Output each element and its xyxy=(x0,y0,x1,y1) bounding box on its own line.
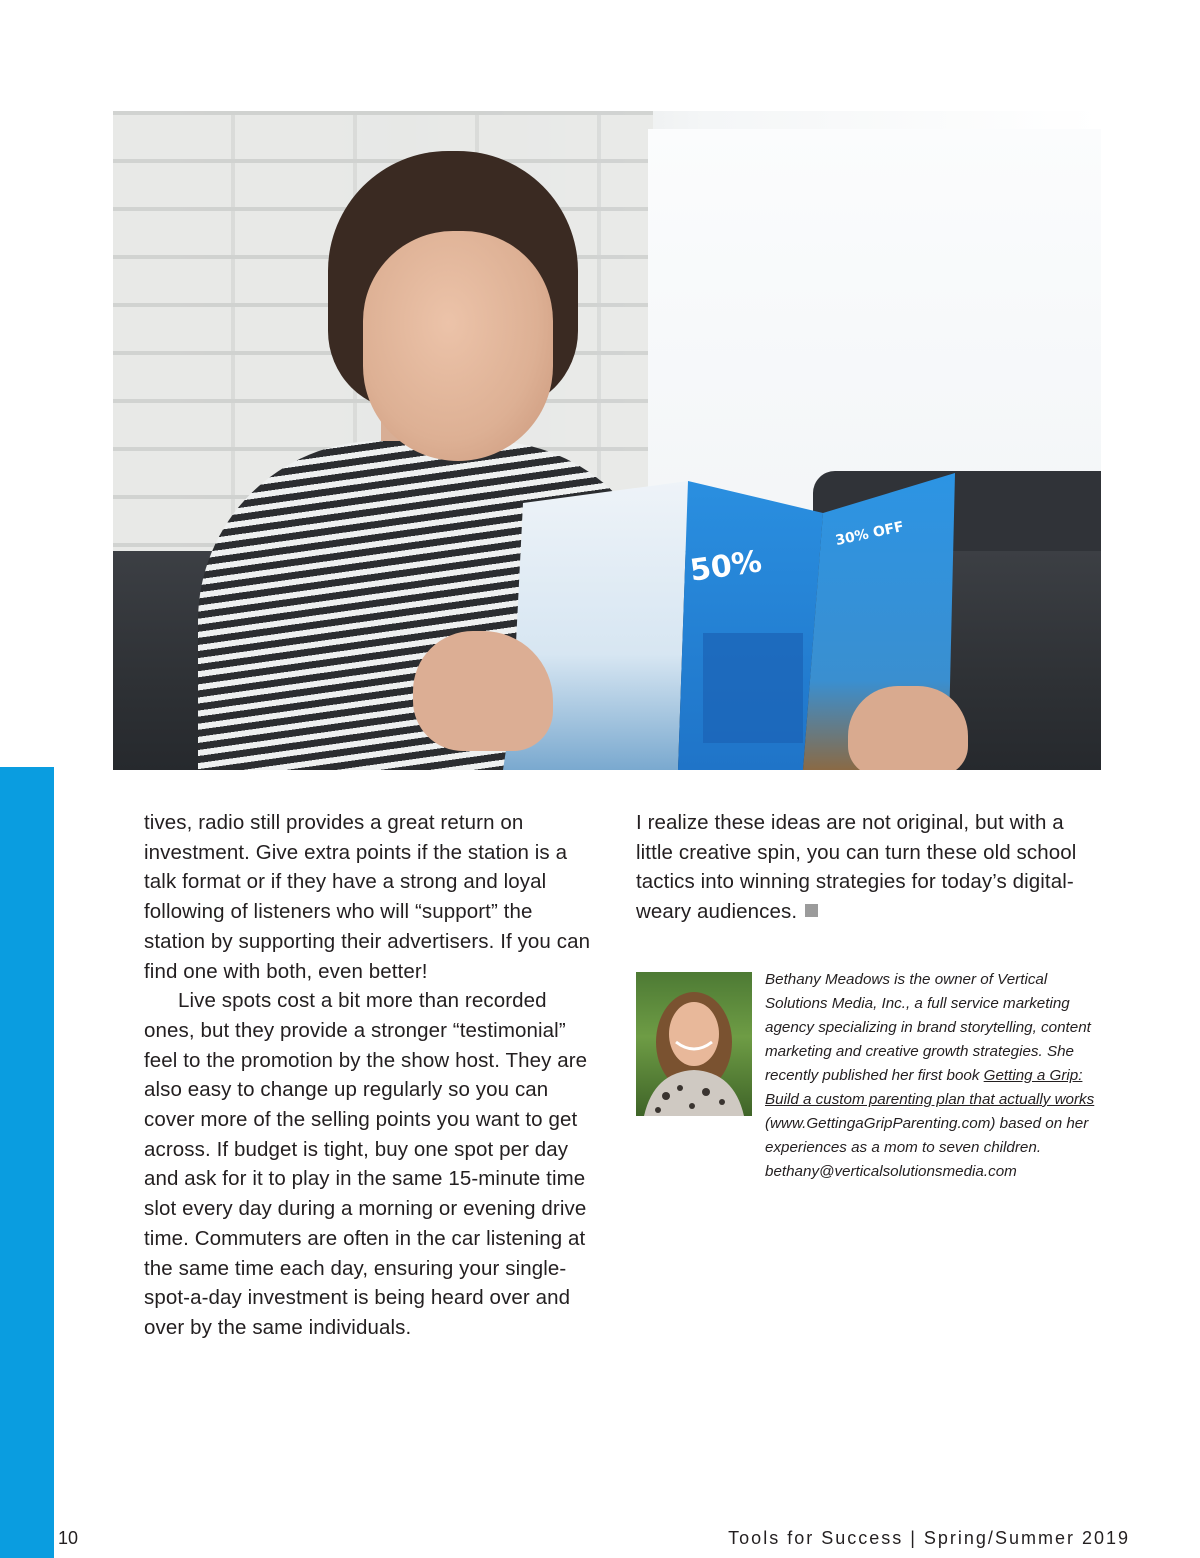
bio-intro: Bethany Meadows is the owner of Vertical Solutions Media, Inc., a full service marketing agency specializing in brand storytelling, content marketing and creative growth strategies. She recently published her first book xyxy=(765,971,1091,1084)
brochure-percent-label: 50% xyxy=(687,544,764,589)
article-closing-paragraph xyxy=(636,808,1096,927)
article-paragraph: Live spots cost a bit more than recorded ones, but they provide a stronger “testimonial” feel to the promotion by the show host. They are also easy to change up regularly so you can cover more of the selling points you want to get across. If budget is tight, buy one spot per day and ask for it to play in the same 15-minute time slot every day during a morning or evening drive time. Commuters are often in the car listening at the same time each day, ensuring your single-spot-a-day investment is being heard over and over by the same individuals. xyxy=(144,989,588,1339)
article-paragraph: tives, radio still provides a great return on investment. Give extra points if the station is a talk format or if they have a strong and loyal following of listeners who will “support” the station by supporting their advertisers. If you can find one with both, even better! xyxy=(144,811,591,983)
woman-face xyxy=(363,231,553,461)
author-headshot xyxy=(636,972,752,1116)
hero-photo xyxy=(113,111,1101,770)
article-right-column xyxy=(636,808,1096,927)
author-email[interactable]: bethany@verticalsolutionsmedia.com xyxy=(765,1163,1017,1180)
accent-side-bar xyxy=(0,767,54,1558)
book-title-link[interactable]: Getting a Grip: Build a custom parenting plan that actually works xyxy=(765,1067,1095,1108)
author-bio xyxy=(765,968,1110,1184)
brochure-offer-label: 30% OFF xyxy=(834,518,906,550)
closing-text: I realize these ideas are not original, but with a little creative spin, you can turn these old school tactics into winning strategies for today’s digital-weary audiences. xyxy=(636,811,1077,924)
article-left-column xyxy=(144,808,594,1343)
page-number: 10 xyxy=(58,1528,79,1548)
right-hand xyxy=(848,686,968,770)
bio-outro: (www.GettingaGripParenting.com) based on her experiences as a mom to seven children. xyxy=(765,1115,1089,1156)
publication-footer: Tools for Success | Spring/Summer 2019 xyxy=(728,1528,1130,1548)
end-of-article-icon xyxy=(805,904,818,917)
